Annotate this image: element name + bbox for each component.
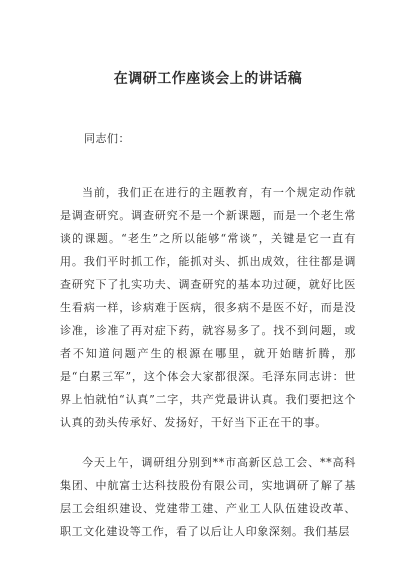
document-title: 在调研工作座谈会上的讲话稿 [113,71,303,87]
paragraph-2: 今天上午，调研组分别到**市高新区总工会、**高科集团、中航富士达科技股份有限公司，实地调研了解了基层工会组织建设、党建带工建、产业工人队伍建设改革、职工文化建设等工作，看了以后让人印象深刻。我们基层 [60,456,356,538]
salutation: 同志们： [84,132,130,145]
paragraph-1: 当前，我们正在进行的主题教育，有一个规定动作就是调查研究。调查研究不是一个新课题，而是一个老生常谈的课题。“老生”之所以能够“常谈”，关键是它一直有用。我们平时抓工作，能抓对头、抓出成效，往往都是调查研究下了扎实功夫、调查研究的基本功过硬，就好比医生看病一样，诊病难于医病，很多病不是医不好，而是没诊准，诊准了再对症下药，就容易多了。找不到问题，或者不知道问题产生的根源在哪里，就开始瞎折腾，那是“白累三军”，这个体会大家都很深。毛泽东同志讲：世界上怕就怕“认真”二字，共产党最讲认真。我们要把这个认真的劲头传承好、发扬好，干好当下正在干的事。 [60,186,356,429]
